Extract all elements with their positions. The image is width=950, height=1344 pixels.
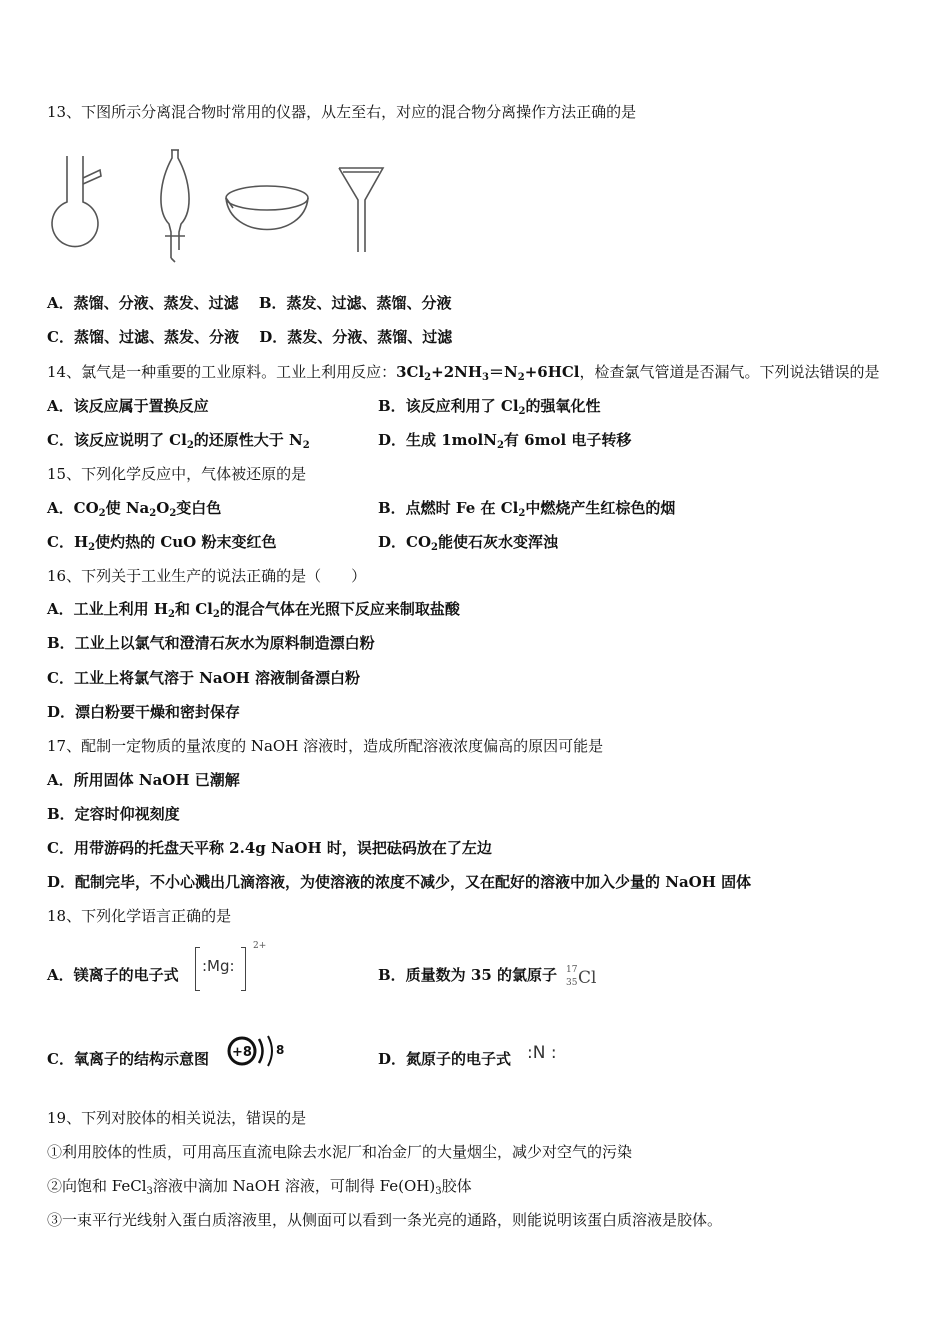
q15-stem: 15、下列化学反应中，气体被还原的是 bbox=[47, 465, 307, 483]
q18-option-a[interactable]: A．镁离子的电子式 bbox=[47, 966, 179, 984]
outer-shell-electrons: 8 bbox=[276, 1043, 285, 1057]
q18-stem: 18、下列化学语言正确的是 bbox=[47, 907, 232, 925]
q13-option-b[interactable]: B．蒸发、过滤、蒸馏、分液 bbox=[258, 294, 452, 312]
q14-option-d[interactable]: D．生成 1molN$_2$有 6mol 电子转移 bbox=[378, 431, 632, 451]
q14-option-a[interactable]: A．该反应属于置换反应 bbox=[47, 397, 209, 415]
q13-options-row1 bbox=[47, 293, 452, 313]
nucleus-charge: +8 bbox=[232, 1045, 252, 1060]
q14-option-c[interactable]: C．该反应说明了 $Cl_2$的还原性大于 $N_2$ bbox=[47, 431, 310, 451]
q16-option-c[interactable]: C．工业上将氯气溶于 NaOH 溶液制备漂白粉 bbox=[47, 669, 361, 687]
q13-option-d[interactable]: D．蒸发、分液、蒸馏、过滤 bbox=[259, 328, 453, 346]
q18-option-d[interactable]: D．氮原子的电子式 bbox=[378, 1050, 512, 1068]
q17-option-a[interactable]: A．所用固体 NaOH 已潮解 bbox=[47, 771, 240, 789]
n-formula-text: :N : bbox=[527, 1043, 557, 1063]
left-bracket bbox=[195, 947, 200, 991]
q15-option-c[interactable]: C．$H_2$使灼热的 CuO 粉末变红色 bbox=[47, 533, 277, 553]
q19-stem: 19、下列对胶体的相关说法，错误的是 bbox=[47, 1109, 307, 1127]
q14-stem: 14、氯气是一种重要的工业原料。工业上利用反应：$3Cl_2+2NH_3=N_2+6HCl$，检查氯气管道是否漏气。下列说法错误的是 bbox=[47, 363, 880, 383]
q14-options-row2 bbox=[47, 430, 907, 450]
q13-option-a[interactable]: A．蒸馏、分液、蒸发、过滤 bbox=[47, 294, 239, 312]
isotope-lower: 35 bbox=[566, 978, 578, 988]
q19-statement-3: ③一束平行光线射入蛋白质溶液里，从侧面可以看到一条光亮的通路，则能说明该蛋白质溶液是胶体。 bbox=[47, 1211, 723, 1229]
q16-option-b[interactable]: B．工业上以氯气和澄清石灰水为原料制造漂白粉 bbox=[47, 634, 375, 652]
right-bracket bbox=[241, 947, 246, 991]
evaporating-dish-icon bbox=[226, 186, 308, 230]
q18-option-c[interactable]: C．氧离子的结构示意图 bbox=[47, 1050, 209, 1068]
separation-apparatus-figure bbox=[45, 140, 390, 265]
q15-option-b[interactable]: B．点燃时 Fe 在 $Cl_2$中燃烧产生红棕色的烟 bbox=[378, 499, 676, 519]
q15-options-row1 bbox=[47, 498, 907, 518]
q17-stem: 17、配制一定物质的量浓度的 NaOH 溶液时，造成所配溶液浓度偏高的原因可能是 bbox=[47, 737, 604, 755]
q18-option-b[interactable]: B．质量数为 35 的氯原子 bbox=[378, 966, 557, 984]
q15-options-row2 bbox=[47, 532, 907, 552]
separatory-funnel-icon bbox=[161, 150, 189, 262]
chlorine-isotope-notation bbox=[566, 965, 606, 995]
q13-option-c[interactable]: C．蒸馏、过滤、蒸发、分液 bbox=[47, 328, 239, 346]
q13-stem: 13、下图所示分离混合物时常用的仪器，从左至右，对应的混合物分离操作方法正确的是 bbox=[47, 103, 637, 121]
q17-option-c[interactable]: C．用带游码的托盘天平称 2.4g NaOH 时，误把砝码放在了左边 bbox=[47, 839, 492, 857]
q16-option-a[interactable]: A．工业上利用 $H_2$和 $Cl_2$的混合气体在光照下反应来制取盐酸 bbox=[47, 600, 460, 620]
q17-option-b[interactable]: B．定容时仰视刻度 bbox=[47, 805, 180, 823]
distillation-flask-icon bbox=[52, 156, 101, 247]
q16-option-d[interactable]: D．漂白粉要干燥和密封保存 bbox=[47, 703, 241, 721]
filter-funnel-icon bbox=[339, 168, 383, 252]
q15-option-d[interactable]: D．$CO_2$能使石灰水变浑浊 bbox=[378, 533, 558, 553]
isotope-upper: 17 bbox=[566, 965, 578, 975]
mg-charge: 2+ bbox=[253, 941, 267, 951]
q14-equation: $3Cl_2+2NH_3=N_2+6HCl$ bbox=[396, 363, 580, 383]
nitrogen-electron-formula bbox=[522, 1040, 562, 1076]
q14-options-row1 bbox=[47, 396, 907, 416]
mg-formula-text: :Mg: bbox=[202, 957, 235, 975]
q17-option-d[interactable]: D．配制完毕，不小心溅出几滴溶液，为使溶液的浓度不减少，又在配好的溶液中加入少量的 NaOH 固体 bbox=[47, 873, 752, 891]
q13-options-row2 bbox=[47, 327, 452, 347]
oxide-ion-structure-diagram bbox=[226, 1033, 288, 1073]
q19-statement-2: ②向饱和 FeCl$_3$溶液中滴加 NaOH 溶液，可制得 $Fe(OH)_3$胶体 bbox=[47, 1177, 472, 1197]
q14-option-b[interactable]: B．该反应利用了 $Cl_2$的强氧化性 bbox=[378, 397, 601, 417]
q15-option-a[interactable]: A．$CO_2$使 $Na_2O_2$变白色 bbox=[47, 499, 222, 519]
q19-statement-1: ①利用胶体的性质，可用高压直流电除去水泥厂和冶金厂的大量烟尘，减少对空气的污染 bbox=[47, 1143, 633, 1161]
q16-stem: 16、下列关于工业生产的说法正确的是（ ） bbox=[47, 567, 367, 585]
magnesium-ion-electron-formula bbox=[195, 941, 267, 991]
isotope-symbol: Cl bbox=[578, 968, 597, 988]
